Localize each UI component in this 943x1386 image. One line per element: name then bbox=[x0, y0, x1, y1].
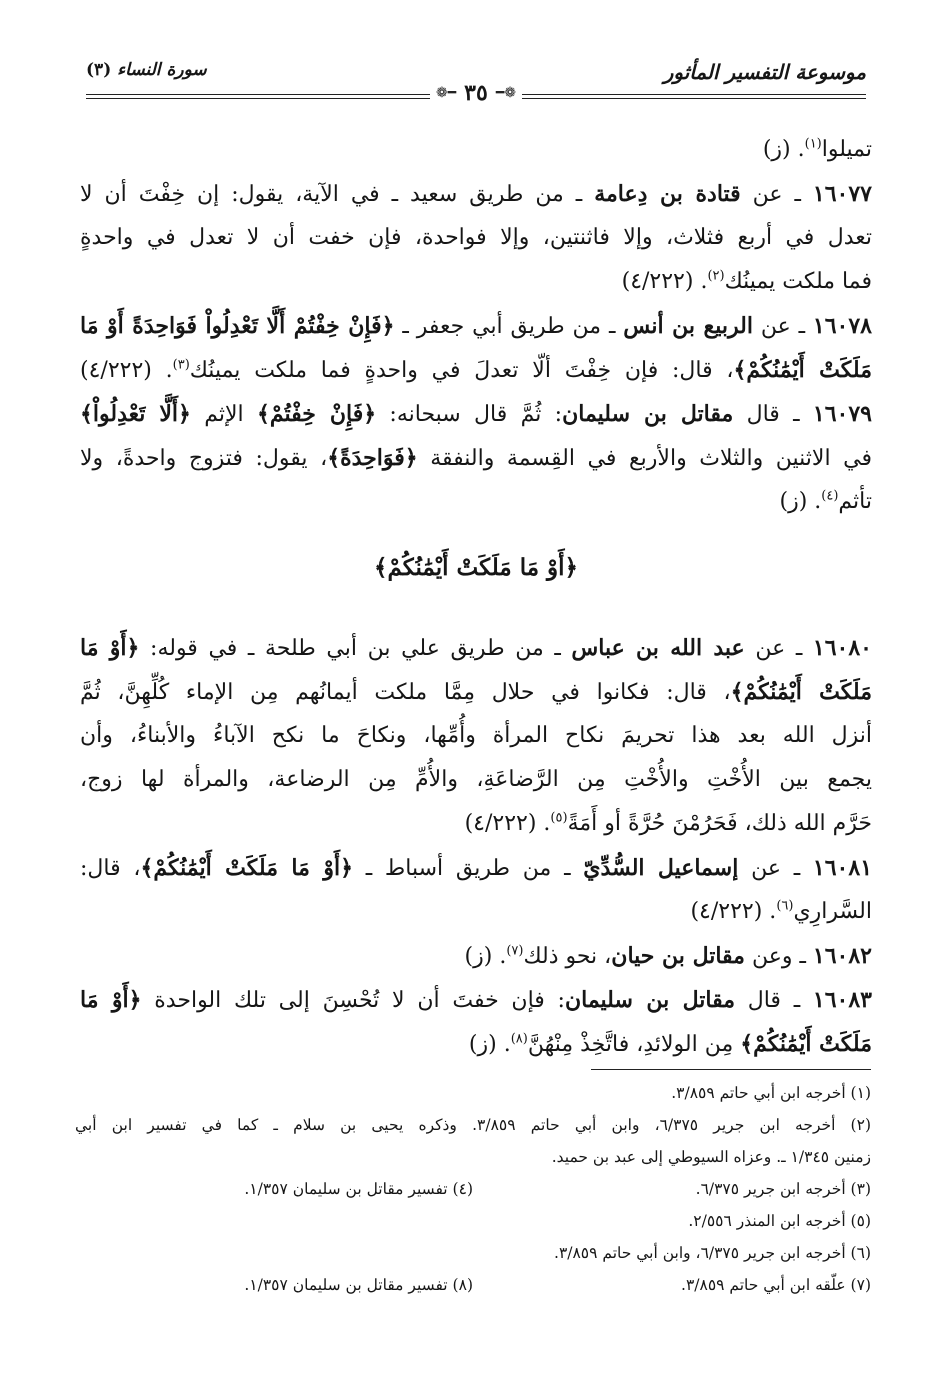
narration-number: ١٦٠٨٢ bbox=[812, 943, 872, 969]
quran-verse: مَلَكَتْ أَيْمَٰنُكُمْ﴾ bbox=[730, 679, 872, 705]
text-line: تميلوا$^{(١)}$. (ز) bbox=[762, 136, 872, 162]
text-line: مَلَكَتْ أَيْمَٰنُكُمْ﴾، قال: فإن خِفْتَ ألّا تعدلَ في واحدةٍ فما ملكت يمينُك$^{(٣)}$. (٤/٢٢٢) bbox=[80, 357, 872, 383]
footnote-ref: (١) bbox=[804, 136, 822, 152]
quran-verse: ﴿أَوْ مَا bbox=[80, 987, 142, 1013]
text-line: تعدل في أربع فثلاث، وإلا فاثنتين، وإلا فواحدة، فإن خفت أن لا تعدل في واحدةٍ bbox=[80, 225, 872, 250]
surah-name: سورة النساء bbox=[117, 60, 207, 80]
narration-number: ١٦٠٧٩ bbox=[812, 401, 872, 427]
ornament-icon: ━❁ bbox=[436, 85, 457, 101]
footnote: (٧) علّقه ابن أبي حاتم ٣/٨٥٩. bbox=[681, 1276, 871, 1294]
narration-16079: ١٦٠٧٩ ـ قال مقاتل بن سليمان: ثُمَّ قال سبحانه: ﴿فَإِنْ خِفْتُمْ﴾ الإثم ﴿أَلَّا تَعْدِلُواْ﴾ bbox=[80, 401, 872, 427]
narration-number: ١٦٠٧٨ bbox=[812, 313, 872, 339]
book-title: موسوعة التفسير المأثور bbox=[663, 60, 866, 84]
footnote: (٢) أخرجه ابن جرير ٦/٣٧٥، وابن أبي حاتم ٣/٨٥٩. وذكره يحيى بن سلام ـ كما في تفسير ابن أبي bbox=[75, 1116, 871, 1134]
text-line: مَلَكَتْ أَيْمَٰنُكُمْ﴾، قال: فكانوا في حلال مِمَّا ملكت أيمانُهم مِن الإماء كُلِّهِنَّ، ثُمَّ bbox=[80, 679, 872, 705]
quran-verse: ﴿فَإِنْ خِفْتُمْ أَلَّا تَعْدِلُواْ فَوَاحِدَةً أَوْ مَا bbox=[80, 313, 395, 339]
narration-16080: ١٦٠٨٠ ـ عن عبد الله بن عباس ـ من طريق علي بن أبي طلحة ـ في قوله: ﴿أَوْ مَا bbox=[80, 635, 872, 661]
text-line: مَلَكَتْ أَيْمَٰنُكُمْ﴾ مِن الولائدِ، فاتَّخِذْ مِنْهُنَّ$^{(٨)}$. (ز) bbox=[468, 1031, 872, 1057]
text-line: تأثم$^{(٤)}$. (ز) bbox=[779, 488, 872, 514]
quran-verse: مَلَكَتْ أَيْمَٰنُكُمْ﴾ bbox=[733, 357, 872, 383]
text-line: السَّرارِي$^{(٦)}$. (٤/٢٢٢) bbox=[690, 898, 872, 924]
text-line: في الاثنين والثلاث والأربع في القِسمة والنفقة ﴿فَوَاحِدَةً﴾، يقول: فتزوج واحدةً، ولا bbox=[80, 445, 872, 471]
footnote-continuation: زمنين ١/٣٤٥ ـ. وعزاه السيوطي إلى عبد بن حميد. bbox=[551, 1148, 871, 1166]
page-header bbox=[86, 46, 866, 106]
narration-16081: ١٦٠٨١ ـ عن إسماعيل السُّدِّيّ ـ من طريق أسباط ـ ﴿أَوْ مَا مَلَكَتْ أَيْمَٰنُكُمْ﴾، قال: bbox=[80, 855, 873, 881]
narrator-name: مقاتل بن سليمان bbox=[562, 401, 734, 427]
volume-number: (٣) bbox=[86, 60, 112, 80]
quran-verse: ﴿أَوْ مَا bbox=[80, 635, 140, 661]
quran-verse: ﴿أَلَّا تَعْدِلُواْ﴾ bbox=[80, 401, 191, 427]
quran-verse: ﴿فَإِنْ خِفْتُمْ﴾ bbox=[256, 401, 377, 427]
quran-verse: ﴿أَوْ مَا مَلَكَتْ أَيْمَٰنُكُمْ﴾ bbox=[140, 855, 353, 881]
narration-16078: ١٦٠٧٨ ـ عن الربيع بن أنس ـ من طريق أبي جعفر ـ ﴿فَإِنْ خِفْتُمْ أَلَّا تَعْدِلُواْ فَوَاحِدَةً أَوْ مَا bbox=[80, 313, 872, 339]
footnote: (١) أخرجه ابن أبي حاتم ٣/٨٥٩. bbox=[671, 1084, 871, 1102]
narrator-name: قتادة بن دِعامة bbox=[594, 181, 741, 207]
narration-number: ١٦٠٨٣ bbox=[812, 987, 872, 1013]
narration-16082: ١٦٠٨٢ ـ وعن مقاتل بن حيان، نحو ذلك$^{(٧)}$. (ز) bbox=[464, 943, 872, 969]
narration-number: ١٦٠٨١ bbox=[812, 855, 873, 881]
footnote: (٥) أخرجه ابن المنذر ٢/٥٥٦. bbox=[688, 1212, 871, 1230]
narrator-name: الربيع بن أنس bbox=[623, 313, 753, 339]
narrator-name: عبد الله بن عباس bbox=[571, 635, 745, 661]
page-number-box bbox=[430, 80, 522, 106]
narration-number: ١٦٠٧٧ bbox=[812, 181, 872, 207]
quran-verse: مَلَكَتْ أَيْمَٰنُكُمْ﴾ bbox=[740, 1031, 872, 1057]
text-line: يجمع بين الأُخْتِ والأُخْتِ مِن الرَّضاعَةِ، والأُمِّ مِن الرضاعة، والمرأة لها زوج، bbox=[80, 767, 872, 792]
footnote-ref: (٢) bbox=[707, 268, 725, 284]
footnote-ref: (٦) bbox=[776, 898, 794, 914]
footnote: (٣) أخرجه ابن جرير ٦/٣٧٥. bbox=[695, 1180, 871, 1198]
narrator-name: إسماعيل السُّدِّيّ bbox=[583, 855, 739, 881]
text-line: أنزل الله بعد هذا تحريمَ نكاح المرأة وأُمِّها، ونكاحَ ما نكح الآباءُ والأبناءُ، وأن bbox=[80, 723, 872, 748]
narration-number: ١٦٠٨٠ bbox=[812, 635, 872, 661]
footnote-ref: (٧) bbox=[506, 943, 524, 959]
narration-16083: ١٦٠٨٣ ـ قال مقاتل بن سليمان: فإن خفتَ أن لا تُحْسِنَ إلى تلك الواحدة ﴿أَوْ مَا bbox=[80, 987, 872, 1013]
surah-title bbox=[86, 60, 207, 80]
narrator-name: مقاتل بن سليمان bbox=[564, 987, 735, 1013]
footnote: (٦) أخرجه ابن جرير ٦/٣٧٥، وابن أبي حاتم ٣/٨٥٩. bbox=[554, 1244, 871, 1262]
footnote-ref: (٤) bbox=[821, 488, 839, 504]
narrator-name: مقاتل بن حيان bbox=[611, 943, 745, 969]
footnote-ref: (٥) bbox=[550, 810, 568, 826]
section-heading: ﴿أَوْ مَا مَلَكَتْ أَيْمَٰنُكُمْ﴾ bbox=[373, 554, 579, 581]
footnote-ref: (٨) bbox=[510, 1031, 528, 1047]
ornament-icon: ❁━ bbox=[495, 85, 516, 101]
text-line: فما ملكت يمينُك$^{(٢)}$. (٤/٢٢٢) bbox=[621, 268, 872, 294]
footnote: (٨) تفسير مقاتل بن سليمان ١/٣٥٧. bbox=[244, 1276, 473, 1294]
quran-verse: ﴿فَوَاحِدَةً﴾ bbox=[327, 445, 418, 471]
narration-16077: ١٦٠٧٧ ـ عن قتادة بن دِعامة ـ من طريق سعيد ـ في الآية، يقول: إن خِفْتَ أن لا bbox=[80, 181, 872, 207]
page-number: ٣٥ bbox=[464, 80, 488, 106]
footnote-ref: (٣) bbox=[172, 357, 190, 373]
footnote-separator bbox=[591, 1069, 871, 1070]
text-line: حَرَّم الله ذلك، فَحَرُمْنَ حُرَّةً أو أَمَةً$^{(٥)}$. (٤/٢٢٢) bbox=[464, 810, 872, 836]
footnote: (٤) تفسير مقاتل بن سليمان ١/٣٥٧. bbox=[244, 1180, 473, 1198]
